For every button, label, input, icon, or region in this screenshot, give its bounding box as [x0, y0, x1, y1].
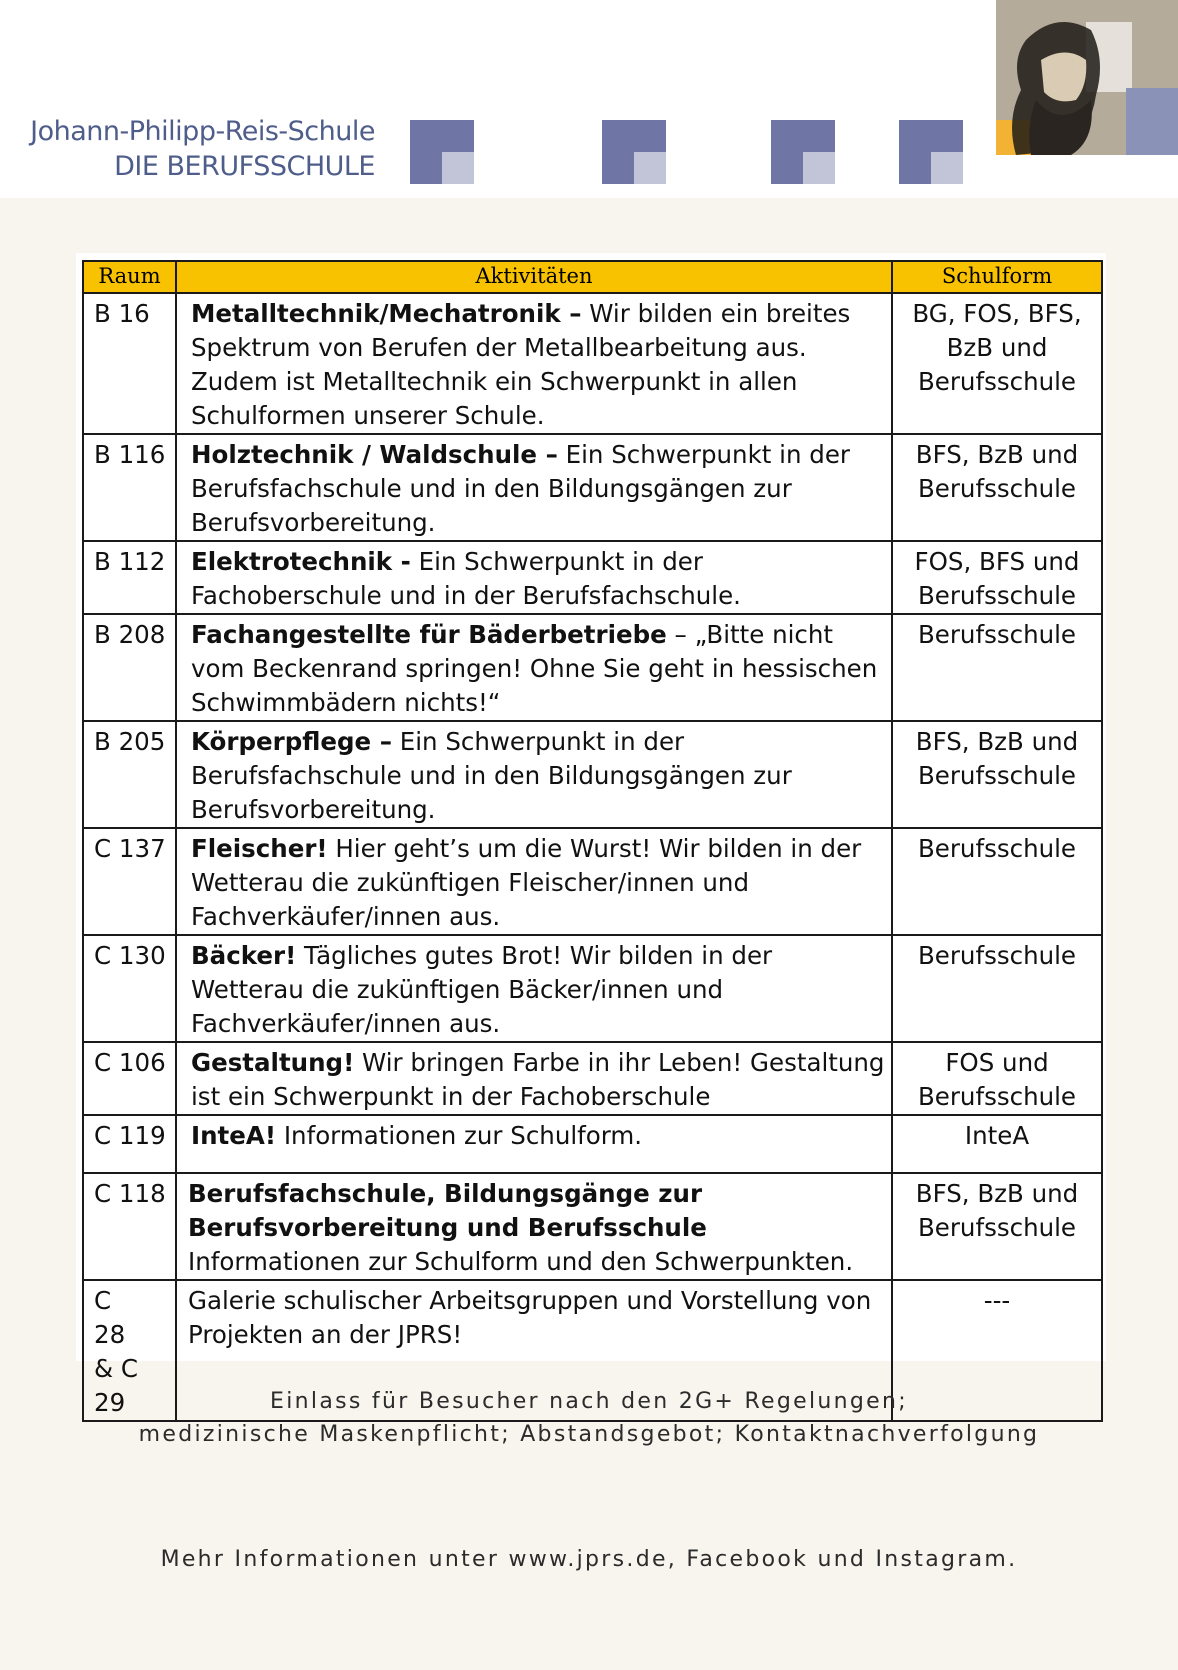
room-cell: C 130	[83, 935, 176, 1042]
school-form-cell: BFS, BzB und Berufsschule	[892, 721, 1102, 828]
school-form-cell: FOS, BFS und Berufsschule	[892, 541, 1102, 614]
founder-portrait-icon	[996, 0, 1178, 155]
activity-text: Ein Schwerpunkt in der Berufsfachschule und in den Bildungsgängen zur Berufsvorbereitung.	[191, 727, 792, 824]
room-cell: C 119	[83, 1115, 176, 1173]
school-form-cell: BG, FOS, BFS, BzB und Berufsschule	[892, 293, 1102, 434]
logo-block-icon	[410, 120, 474, 184]
table-row	[83, 1115, 1102, 1173]
entry-notice-line2: medizinische Maskenpflicht; Abstandsgebot; Kontaktnachverfolgung	[138, 1422, 1040, 1447]
activity-title: Bäcker!	[191, 941, 297, 970]
logo-block-icon	[602, 120, 666, 184]
school-form-cell: FOS und Berufsschule	[892, 1042, 1102, 1115]
activity-text: Wir bilden ein breites Spektrum von Berufen der Metallbearbeitung aus. Zudem ist Metalltechnik ein Schwerpunkt in allen Schulformen unserer Schule.	[191, 299, 851, 430]
activity-text: Galerie schulischer Arbeitsgruppen und Vorstellung von Projekten an der JPRS!	[188, 1286, 872, 1349]
more-info-line: Mehr Informationen unter www.jprs.de, Facebook und Instagram.	[160, 1547, 1018, 1572]
activity-title: Berufsfachschule, Bildungsgänge zur Berufsvorbereitung und Berufsschule	[188, 1179, 707, 1242]
room-cell: B 205	[83, 721, 176, 828]
school-form-cell: Berufsschule	[892, 935, 1102, 1042]
activity-cell	[176, 541, 892, 614]
activity-title: Gestaltung!	[191, 1048, 355, 1077]
table-header-row	[83, 261, 1102, 293]
school-form-cell: InteA	[892, 1115, 1102, 1173]
table-row	[83, 935, 1102, 1042]
table-row	[83, 293, 1102, 434]
table-row	[83, 614, 1102, 721]
activity-text: Tägliches gutes Brot! Wir bilden in der Wetterau die zukünftigen Bäcker/innen und Fachverkäufer/innen aus.	[191, 941, 773, 1038]
school-form-cell: Berufsschule	[892, 828, 1102, 935]
school-logo-text	[0, 114, 375, 184]
activity-title: Fleischer!	[191, 834, 328, 863]
activity-cell	[176, 434, 892, 541]
table-row	[83, 828, 1102, 935]
school-name-line2: DIE BERUFSSCHULE	[114, 151, 375, 182]
table-row	[83, 541, 1102, 614]
activity-title: Elektrotechnik -	[191, 547, 411, 576]
table-row	[83, 434, 1102, 541]
room-cell: B 208	[83, 614, 176, 721]
header-room: Raum	[83, 261, 176, 293]
program-table	[82, 260, 1103, 1422]
activity-cell	[176, 614, 892, 721]
room-cell: B 116	[83, 434, 176, 541]
activity-title: Holztechnik / Waldschule –	[191, 440, 558, 469]
school-name-line1: Johann-Philipp-Reis-Schule	[30, 116, 375, 147]
activity-title: Metalltechnik/Mechatronik –	[191, 299, 582, 328]
room-cell: C 137	[83, 828, 176, 935]
activity-title: Körperpflege –	[191, 727, 392, 756]
activity-cell	[176, 1173, 892, 1280]
room-cell: B 16	[83, 293, 176, 434]
activity-text: – „Bitte nicht vom Beckenrand springen! Ohne Sie geht in hessischen Schwimmbädern nichts!“	[191, 620, 878, 717]
activity-title: InteA!	[191, 1121, 277, 1150]
activity-title: Fachangestellte für Bäderbetriebe	[191, 620, 667, 649]
school-form-cell: ---	[892, 1280, 1102, 1421]
activity-cell	[176, 1042, 892, 1115]
activity-cell	[176, 828, 892, 935]
header-school-form: Schulform	[892, 261, 1102, 293]
logo-block-icon	[899, 120, 963, 184]
activity-cell	[176, 293, 892, 434]
activity-text: Ein Schwerpunkt in der Fachoberschule und in der Berufsfachschule.	[191, 547, 741, 610]
activity-cell	[176, 721, 892, 828]
activity-text: Wir bringen Farbe in ihr Leben! Gestaltung ist ein Schwerpunkt in der Fachoberschule	[191, 1048, 885, 1111]
logo-block-icon	[771, 120, 835, 184]
room-cell: C 118	[83, 1173, 176, 1280]
room-cell: C 106	[83, 1042, 176, 1115]
school-form-cell: BFS, BzB und Berufsschule	[892, 1173, 1102, 1280]
activity-text: Ein Schwerpunkt in der Berufsfachschule und in den Bildungsgängen zur Berufsvorbereitung.	[191, 440, 850, 537]
activity-text: Hier geht’s um die Wurst! Wir bilden in der Wetterau die zukünftigen Fleischer/innen und Fachverkäufer/innen aus.	[191, 834, 862, 931]
table-row	[83, 1173, 1102, 1280]
activity-text: Informationen zur Schulform.	[276, 1121, 643, 1150]
header-banner	[0, 0, 1178, 198]
table-row	[83, 721, 1102, 828]
activity-text: Informationen zur Schulform und den Schwerpunkten.	[188, 1247, 854, 1276]
school-form-cell: Berufsschule	[892, 614, 1102, 721]
activity-cell	[176, 935, 892, 1042]
room-cell: B 112	[83, 541, 176, 614]
table-row	[83, 1042, 1102, 1115]
header-activity: Aktivitäten	[176, 261, 892, 293]
room-cell: C 28 & C 29	[83, 1280, 176, 1421]
activity-cell	[176, 1115, 892, 1173]
school-form-cell: BFS, BzB und Berufsschule	[892, 434, 1102, 541]
entry-notice-line1: Einlass für Besucher nach den 2G+ Regelungen;	[270, 1389, 908, 1414]
